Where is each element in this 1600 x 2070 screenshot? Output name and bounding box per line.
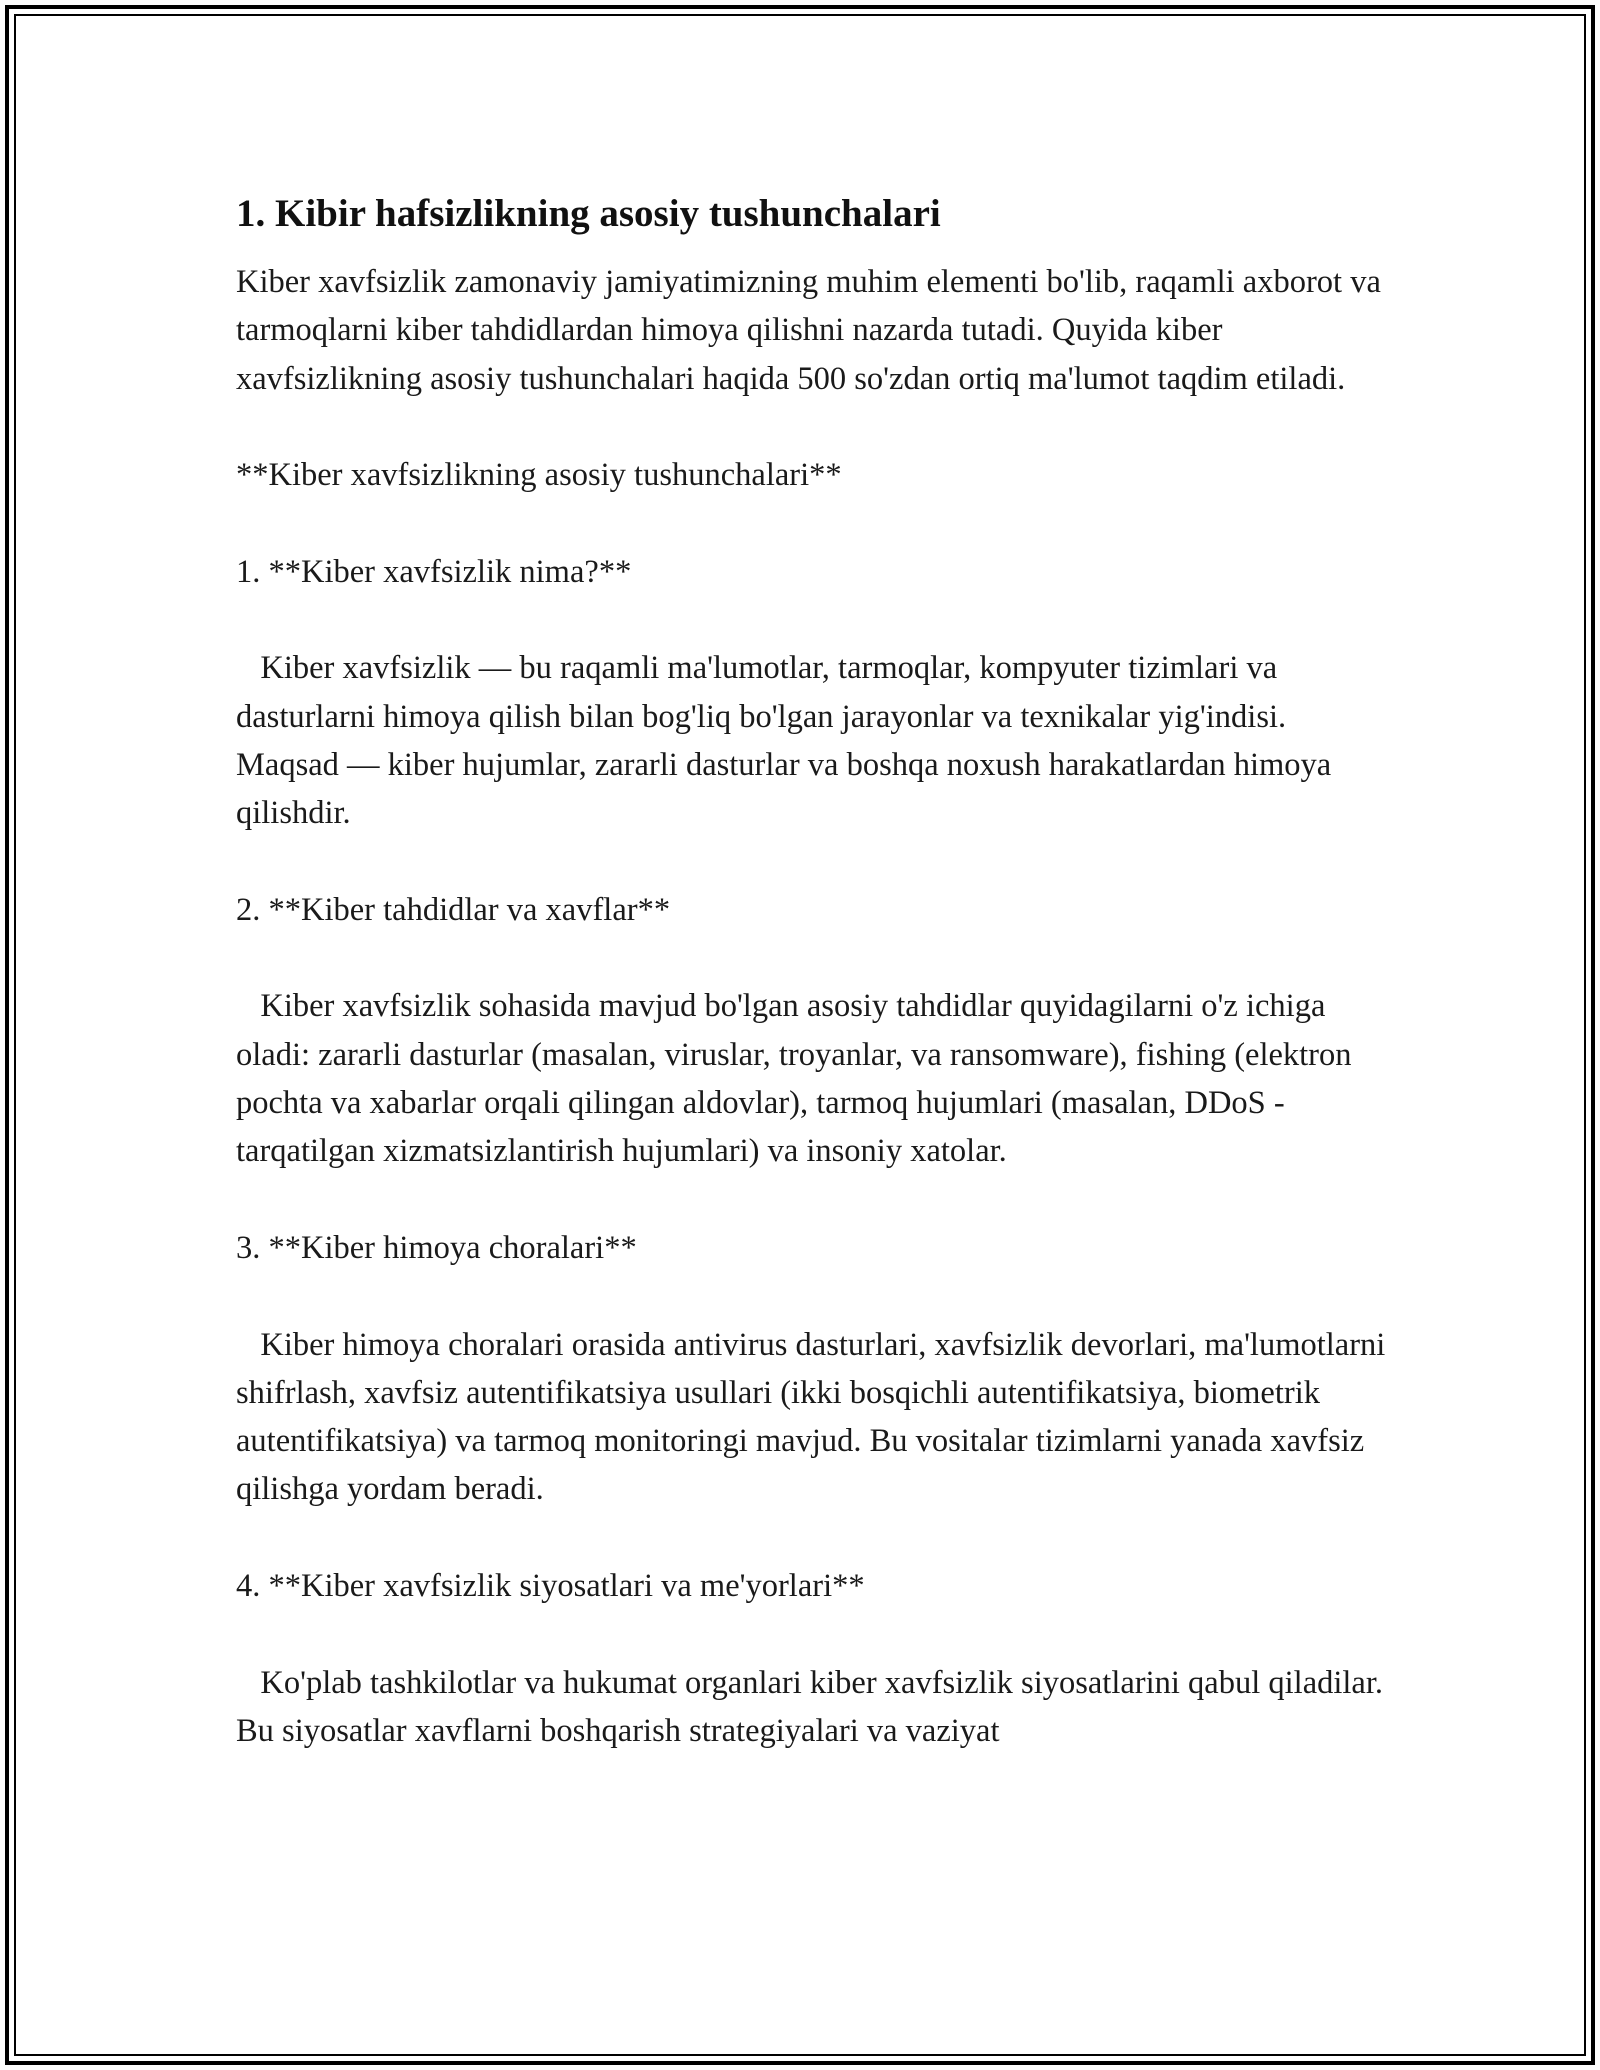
list-item-body-3: Kiber himoya choralari orasida antivirus dasturlari, xavfsizlik devorlari, ma'lumotlarni shifrlash, xavfsiz autentifikatsiya usullari (ikki bosqichli autentifikatsiya, biometrik autentifikatsiya) va tarmoq monitoringi mavjud. Bu vositalar tizimlarni yanada xavfsiz qilishga yordam beradi. [236,1326,1394,1508]
list-item-heading-3: 3. **Kiber himoya choralari** [236,1229,637,1266]
list-item-body-2: Kiber xavfsizlik sohasida mavjud bo'lgan asosiy tahdidlar quyidagilarni o'z ichiga oladi: zararli dasturlar (masalan, viruslar, troyanlar, va ransomware), fishing (elektron pochta va xabarlar orqali qilingan aldovlar), tarmoq hujumlari (masalan, DDoS - tarqatilgan xizmatsizlantirish hujumlari) va insoniy xatolar. [236,988,1360,1170]
intro-paragraph: Kiber xavfsizlik zamonaviy jamiyatimizning muhim elementi bo'lib, raqamli axborot va tarmoqlarni kiber tahdidlardan himoya qilishni nazarda tutadi. Quyida kiber xavfsizlikning asosiy tushunchalari haqida 500 so'zdan ortiq ma'lumot taqdim etiladi. [236,264,1389,397]
list-item-body-4: Ko'plab tashkilotlar va hukumat organlari kiber xavfsizlik siyosatlarini qabul qiladilar. Bu siyosatlar xavflarni boshqarish strategiyalari va vaziyat [236,1664,1392,1749]
document-body [236,186,1394,1804]
list-item-body-1: Kiber xavfsizlik — bu raqamli ma'lumotlar, tarmoqlar, kompyuter tizimlari va dasturlarni himoya qilish bilan bog'liq bo'lgan jarayonlar va texnikalar yig'indisi. Maqsad — kiber hujumlar, zararli dasturlar va boshqa noxush harakatlardan himoya qilishdir. [236,650,1340,832]
list-item-heading-2: 2. **Kiber tahdidlar va xavflar** [236,891,671,928]
list-item-heading-4: 4. **Kiber xavfsizlik siyosatlari va me'yorlari** [236,1568,865,1605]
list-item-heading-1: 1. **Kiber xavfsizlik nima?** [236,553,632,590]
document-title: 1. Kibir hafsizlikning asosiy tushunchalari [236,192,941,235]
section-heading: **Kiber xavfsizlikning asosiy tushunchalari** [236,457,842,494]
